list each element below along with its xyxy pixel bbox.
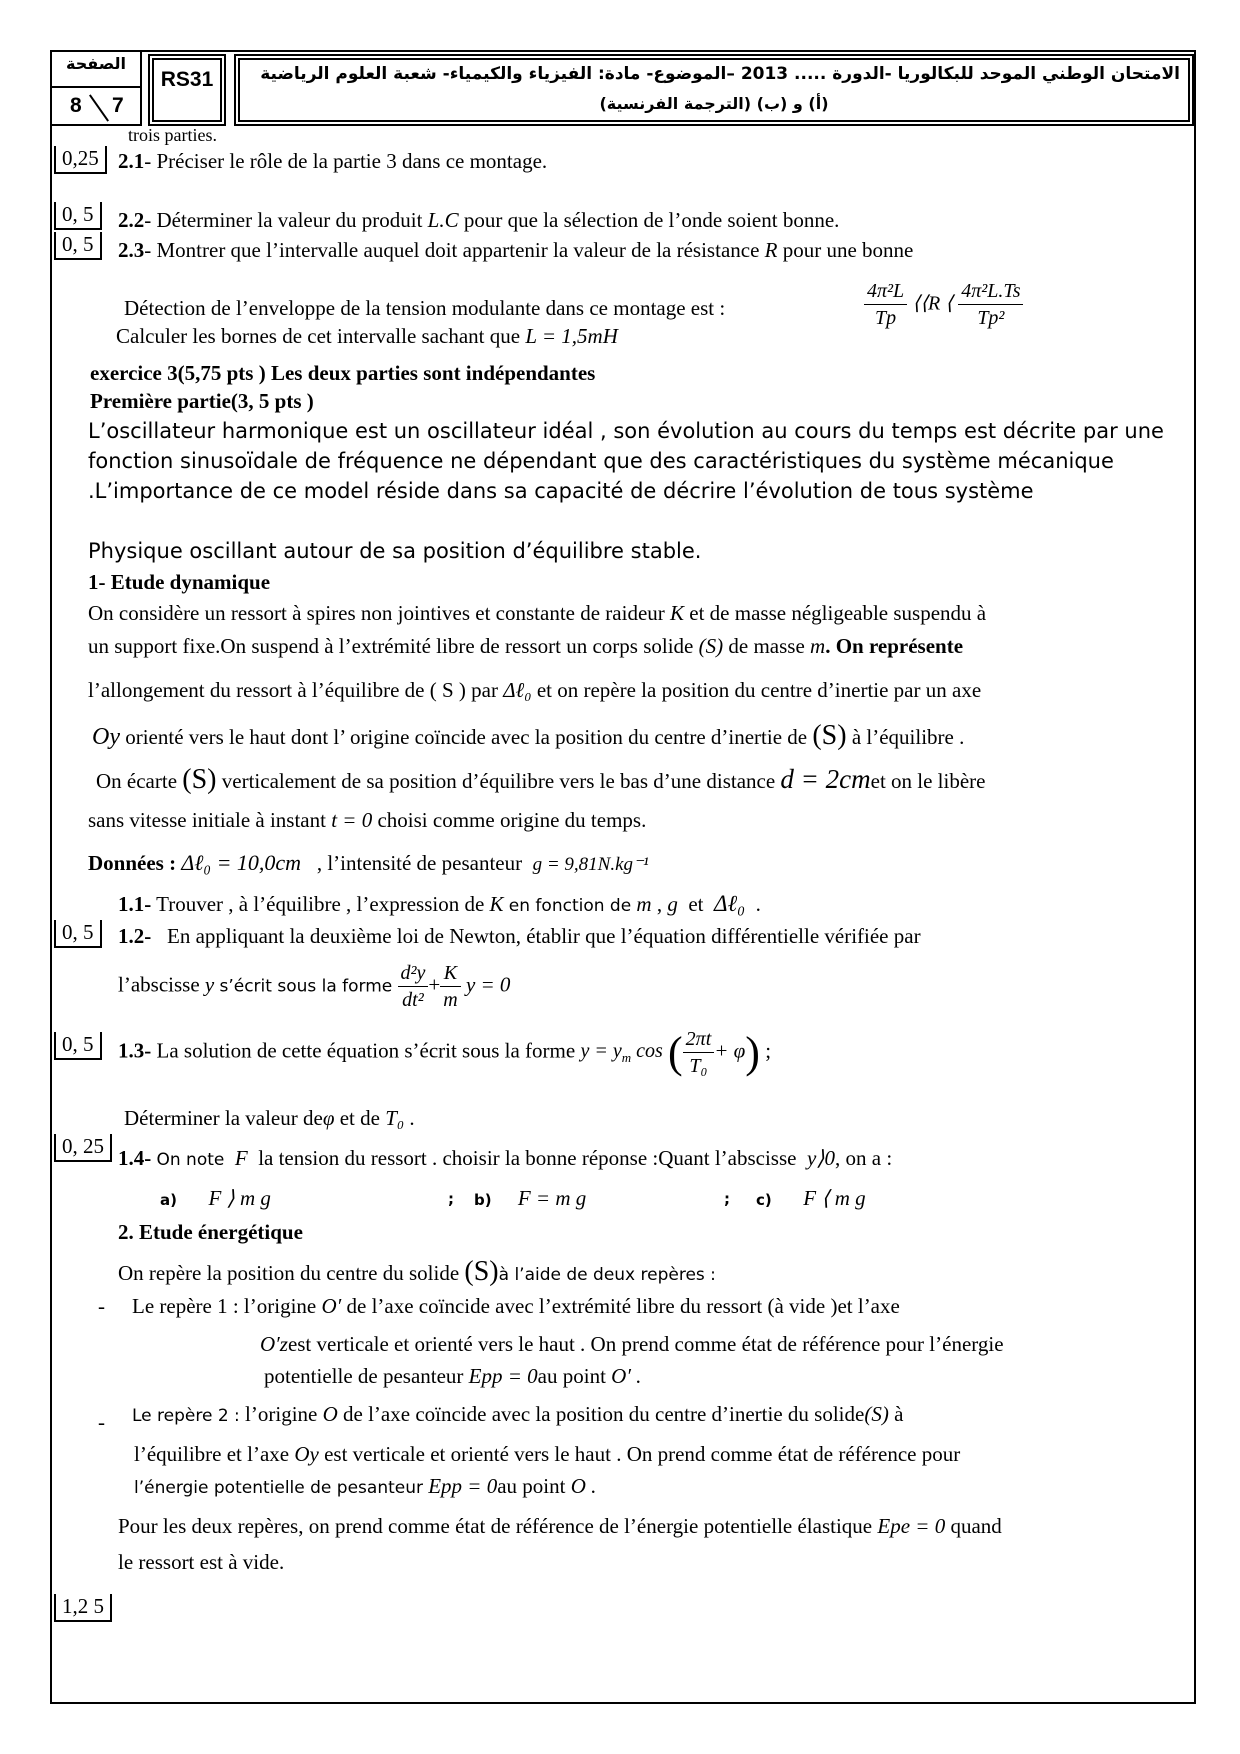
question-1-3: 1.3- La solution de cette équation s’écrit sous la forme $y = y_m$ cos ( $\frac{2\pi t}{\text{T₀}}$ + φ) ; <box>118 1028 772 1077</box>
dyn-line-2: un support fixe.On suspend à l’extrémité libre de ressort un corps solide (S) de masse m. On représente <box>88 634 964 658</box>
part-1-title: Première partie(3, 5 pts ) <box>90 389 314 413</box>
dyn-line-1: On considère un ressort à spires non jointives et constante de raideur K et de masse négligeable suspendu à <box>88 601 987 625</box>
choice-sep-2: ; <box>724 1190 730 1208</box>
section-1-title: 1- Etude dynamique <box>88 570 271 594</box>
exercise-3-title: exercice 3(5,75 pts ) Les deux parties sont indépendantes <box>90 361 596 385</box>
dyn-line-4: Oy orienté vers le haut dont l’ origine coïncide avec la position du centre d’inertie de (S) à l’équilibre . <box>92 720 965 751</box>
repere-2-line-2: l’équilibre et l’axe Oy est verticale et orienté vers le haut . On prend comme état de référence pour <box>134 1442 961 1466</box>
exam-subtitle: (أ) و (ب) (الترجمة الفرنسية) <box>599 94 829 113</box>
dash-2: - <box>98 1410 105 1434</box>
choice-a[interactable]: a) F ⟩ m g <box>160 1186 271 1210</box>
choice-sep-1: ; <box>448 1190 454 1208</box>
question-2-2: 2.2- Déterminer la valeur du produit L.C pour que la sélection de l’onde soient bonne. <box>118 208 840 232</box>
energy-line-1: On repère la position du centre du solide (S)à l’aide de deux repères : <box>118 1256 716 1287</box>
dyn-line-6: sans vitesse initiale à instant t = 0 choisi comme origine du temps. <box>88 808 647 832</box>
score-q22: 0, 5 <box>54 202 102 230</box>
dash-1: - <box>98 1294 105 1318</box>
exam-code-box <box>148 54 226 126</box>
score-q23: 0, 5 <box>54 232 102 260</box>
question-1-2: 1.2- En appliquant la deuxième loi de Newton, établir que l’équation différentielle vérifiée par <box>118 924 921 948</box>
question-2-3-line3: Calculer les bornes de cet intervalle sachant que L = 1,5mH <box>116 324 618 348</box>
dyn-line-5: On écarte (S) verticalement de sa position d’équilibre vers le bas d’une distance d = 2cmet on le libère <box>96 764 986 795</box>
score-q21: 0,25 <box>54 146 107 174</box>
exam-header <box>50 50 1196 128</box>
section-2-title: 2. Etude énergétique <box>118 1220 303 1244</box>
exam-title: الامتحان الوطني الموحد للبكالوريا -الدورة ..... 2013 –الموضوع- مادة: الفيزياء والكيمياء- شعبة العلوم الرياضية <box>260 64 1180 84</box>
question-1-2-line2: l’abscisse y s’écrit sous la forme $\frac{\text{d²y}}{\text{dt²}}$ + $\frac{K}{m}$ y = 0 <box>118 962 511 1011</box>
question-2-3: 2.3- Montrer que l’intervalle auquel doit appartenir la valeur de la résistance R pour une bonne <box>118 238 914 262</box>
resistance-inequality: $\frac{\text{4π²L}}{Tp}$ ⟨⟨R ⟨ $\frac{\text{4π²L.Ts}}{\text{Tp²}}$ <box>864 278 1023 331</box>
score-energy: 1,2 5 <box>54 1594 112 1622</box>
intro-paragraph: L’oscillateur harmonique est un oscillateur idéal , son évolution au cours du temps est décrite par une fonction sinusoïdale de fréquence ne dépendant que des caractéristiques du système mécanique .L’importance de ce model réside dans sa capacité de décrire l’évolution de tous système <box>88 419 1164 503</box>
page-current: 7 <box>112 94 124 117</box>
page-total: 8 <box>70 94 82 117</box>
dyn-line-3: l’allongement du ressort à l’équilibre de ( S ) par Δℓ₀ et on repère la position du centre d’inertie par un axe <box>88 678 982 702</box>
score-q13: 0, 5 <box>54 1032 102 1060</box>
repere-1-line-2: O′zest verticale et orienté vers le haut . On prend comme état de référence pour l’énergie <box>260 1332 1004 1356</box>
exam-code: RS31 <box>160 68 214 91</box>
score-q12: 0, 5 <box>54 920 102 948</box>
choice-b[interactable]: b) F = m g <box>474 1186 587 1210</box>
question-2-3-line2: Détection de l’enveloppe de la tension modulante dans ce montage est : <box>124 296 726 320</box>
exam-title-box <box>234 54 1194 126</box>
intro-paragraph-end: Physique oscillant autour de sa position d’équilibre stable. <box>88 539 702 563</box>
energy-line-2: Pour les deux repères, on prend comme état de référence de l’énergie potentielle élastique Epe = 0 quand <box>118 1514 1002 1538</box>
data-line: Données : Δℓ₀ = 10,0cm , l’intensité de pesanteur g = 9,81N.kg⁻¹ <box>88 850 649 875</box>
question-1-4: 1.4- On note F la tension du ressort . choisir la bonne réponse :Quant l’abscisse y⟩0, on a : <box>118 1146 893 1170</box>
question-2-1: 2.1- Préciser le rôle de la partie 3 dans ce montage. <box>118 149 548 173</box>
repere-2-line-3: l’énergie potentielle de pesanteur Epp = 0au point O . <box>134 1474 597 1498</box>
repere-2-line-1: Le repère 2 : l’origine O de l’axe coïncide avec la position du centre d’inertie du solide(S) à <box>132 1402 904 1426</box>
page-number-box <box>50 50 142 126</box>
repere-1-line-3: potentielle de pesanteur Epp = 0au point O′ . <box>264 1364 642 1388</box>
page-label: الصفحة <box>65 54 126 73</box>
repere-1-line-1: Le repère 1 : l’origine O′ de l’axe coïncide avec l’extrémité libre du ressort (à vide )et l’axe <box>132 1294 900 1318</box>
energy-line-3: le ressort est à vide. <box>118 1550 285 1574</box>
question-1-1: 1.1- Trouver , à l’équilibre , l’expression de K en fonction de m , g et Δℓ₀ . <box>118 891 761 916</box>
choice-c[interactable]: c) F ⟨ m g <box>756 1186 866 1210</box>
cut-text: trois parties. <box>128 125 217 145</box>
page-slash <box>89 94 109 121</box>
question-1-3-line2: Déterminer la valeur deφ et de T₀ . <box>124 1106 415 1130</box>
score-q14: 0, 25 <box>54 1134 112 1162</box>
